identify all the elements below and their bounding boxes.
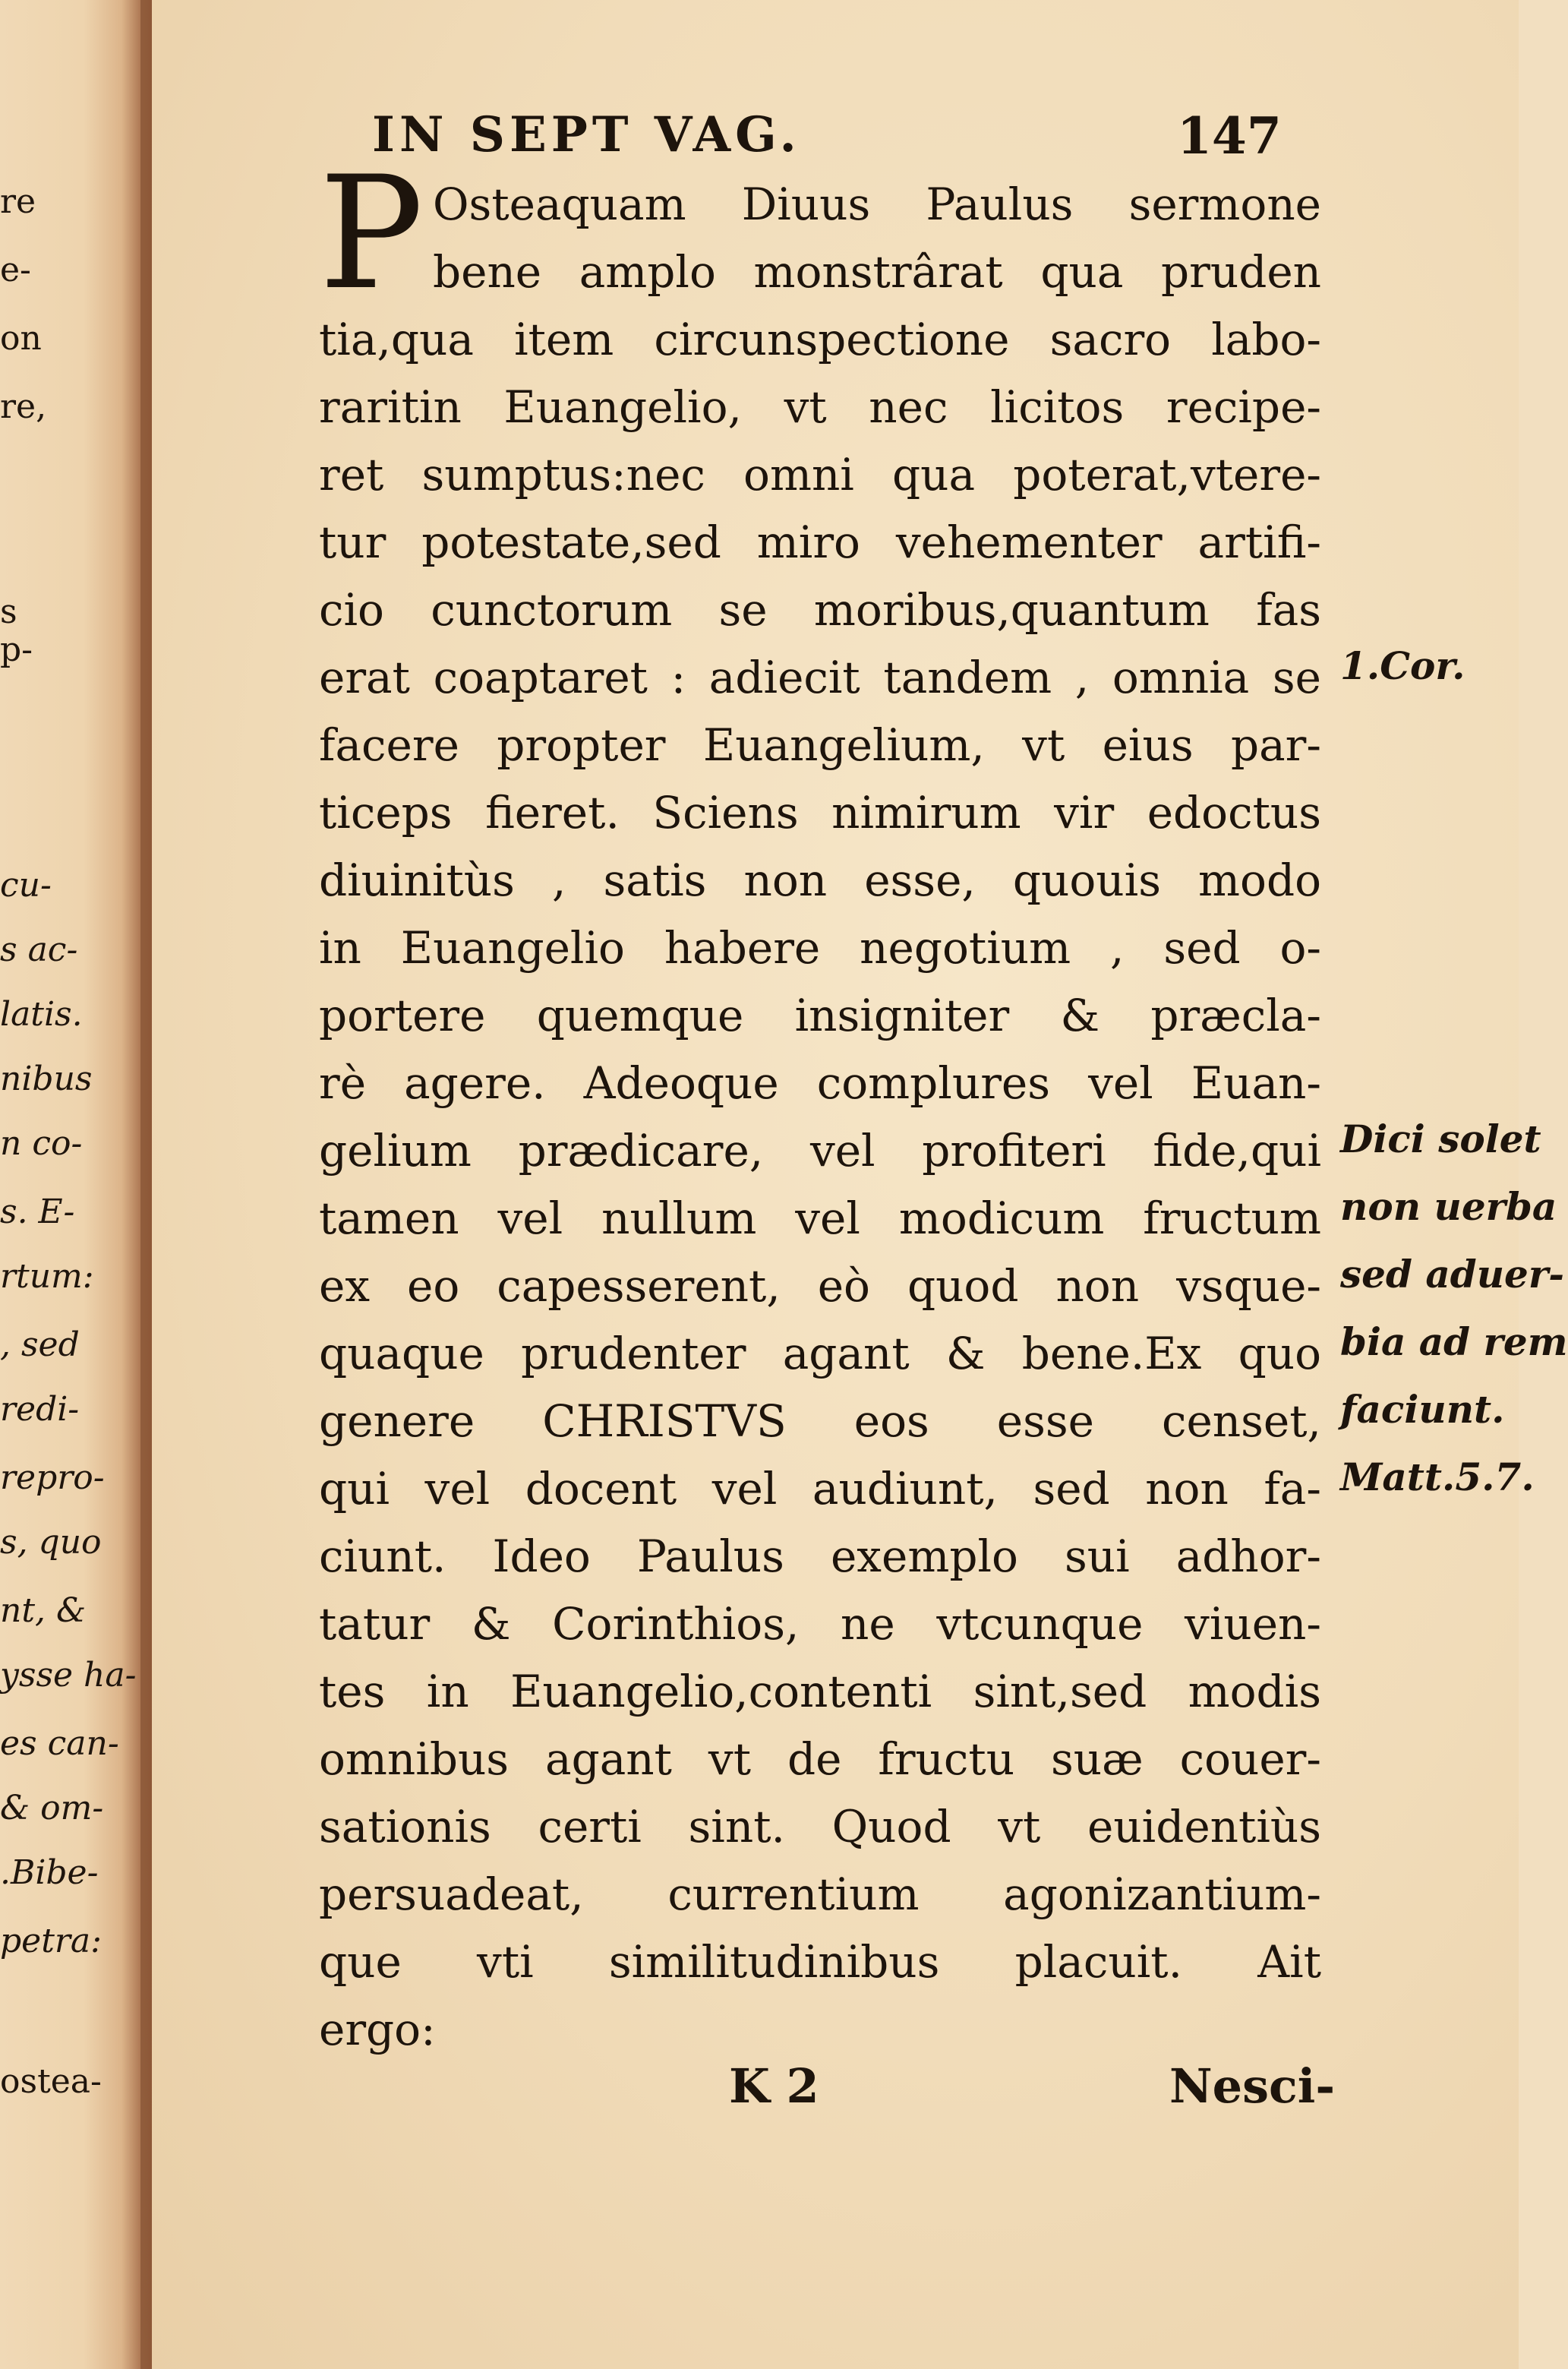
text-line: bene amplo monstrârat qua pruden: [433, 246, 1321, 298]
left-fragment: p-: [0, 630, 33, 669]
text-line: que vti similitudinibus placuit. Ait: [319, 1936, 1321, 1988]
text-line: ticeps fieret. Sciens nimirum vir edoctus: [319, 787, 1321, 839]
text-line: gelium prædicare, vel profiteri fide,qui: [319, 1125, 1321, 1177]
left-fragment: rtum:: [0, 1257, 94, 1296]
text-line: Osteaquam Diuus Paulus sermone: [433, 178, 1321, 230]
text-line: persuadeat, currentium agonizantium-: [319, 1868, 1321, 1920]
catchline: [729, 2058, 1336, 2134]
left-fragment: repro-: [0, 1458, 105, 1497]
signature-mark: K 2: [729, 2058, 819, 2114]
text-line: tur potestate,sed miro vehementer artifi-: [319, 516, 1321, 568]
text-line: ret sumptus:nec omni qua poterat,vtere-: [319, 449, 1321, 501]
text-line: qui vel docent vel audiunt, sed non fa-: [319, 1463, 1321, 1515]
left-fragment: & om-: [0, 1789, 104, 1827]
margin-note: Dici solet: [1340, 1117, 1541, 1161]
margin-note: bia ad rem: [1340, 1319, 1568, 1364]
text-line: tes in Euangelio,contenti sint,sed modis: [319, 1666, 1321, 1717]
left-fragment: s ac-: [0, 930, 78, 969]
text-line: ergo:: [319, 2004, 436, 2055]
margin-note: non uerba: [1340, 1184, 1557, 1229]
text-line: facere propter Euangelium, vt eius par-: [319, 719, 1321, 771]
margin-note: faciunt.: [1340, 1387, 1505, 1432]
text-line: portere quemque insigniter & præcla-: [319, 990, 1321, 1041]
margin-note: Matt.5.7.: [1340, 1455, 1535, 1499]
left-fragment: e-: [0, 251, 31, 289]
margin-note: 1.Cor.: [1340, 643, 1465, 688]
left-fragment: re,: [0, 387, 47, 426]
text-line: tamen vel nullum vel modicum fructum: [319, 1192, 1321, 1244]
left-fragment: petra:: [0, 1922, 102, 1960]
body-text: [319, 144, 1568, 2064]
left-fragment: re: [0, 182, 36, 221]
left-fragment: latis.: [0, 995, 83, 1034]
text-line: erat coaptaret : adiecit tandem , omnia se: [319, 652, 1321, 703]
text-line: tia,qua item circunspectione sacro labo-: [319, 314, 1321, 365]
left-fragment: ysse ha-: [0, 1656, 137, 1695]
text-line: cio cunctorum se moribus,quantum fas: [319, 584, 1321, 636]
left-fragment: n co-: [0, 1124, 83, 1163]
left-page-edge: [0, 0, 152, 2369]
drop-cap-initial: P: [319, 144, 424, 324]
left-fragment: s: [0, 592, 17, 631]
left-fragment: s. E-: [0, 1192, 75, 1231]
left-fragment: es can-: [0, 1724, 119, 1763]
text-line: ex eo capesserent, eò quod non vsque-: [319, 1260, 1321, 1312]
main-page: [152, 0, 1568, 2369]
catchword: Nesci-: [1169, 2058, 1336, 2114]
page-number: 147: [1177, 106, 1282, 166]
text-line: in Euangelio habere negotium , sed o-: [319, 922, 1321, 974]
left-fragment: ostea-: [0, 2062, 102, 2101]
left-fragment: redi-: [0, 1390, 80, 1429]
text-line: diuinitùs , satis non esse, quouis modo: [319, 854, 1321, 906]
left-fragment: nibus: [0, 1060, 93, 1098]
text-line: omnibus agant vt de fructu suæ couer-: [319, 1733, 1321, 1785]
running-head: [372, 106, 1283, 167]
running-title: IN SEPT VAG.: [372, 106, 801, 163]
text-line: sationis certi sint. Quod vt euidentiùs: [319, 1801, 1321, 1853]
text-line: raritin Euangelio, vt nec licitos recipe-: [319, 381, 1321, 433]
text-line: genere CHRISTVS eos esse censet,: [319, 1395, 1321, 1447]
left-fragment: nt, &: [0, 1591, 87, 1630]
text-line: tatur & Corinthios, ne vtcunque viuen-: [319, 1598, 1321, 1650]
text-line: quaque prudenter agant & bene.Ex quo: [319, 1328, 1321, 1379]
left-fragment: s, quo: [0, 1523, 102, 1562]
left-fragment: cu-: [0, 866, 52, 905]
left-fragment: , sed: [0, 1325, 80, 1364]
left-fragment: on: [0, 319, 42, 358]
text-line: ciunt. Ideo Paulus exemplo sui adhor-: [319, 1530, 1321, 1582]
text-line: rè agere. Adeoque complures vel Euan-: [319, 1057, 1321, 1109]
margin-note: sed aduer-: [1340, 1252, 1564, 1297]
left-fragment: .Bibe-: [0, 1853, 99, 1892]
